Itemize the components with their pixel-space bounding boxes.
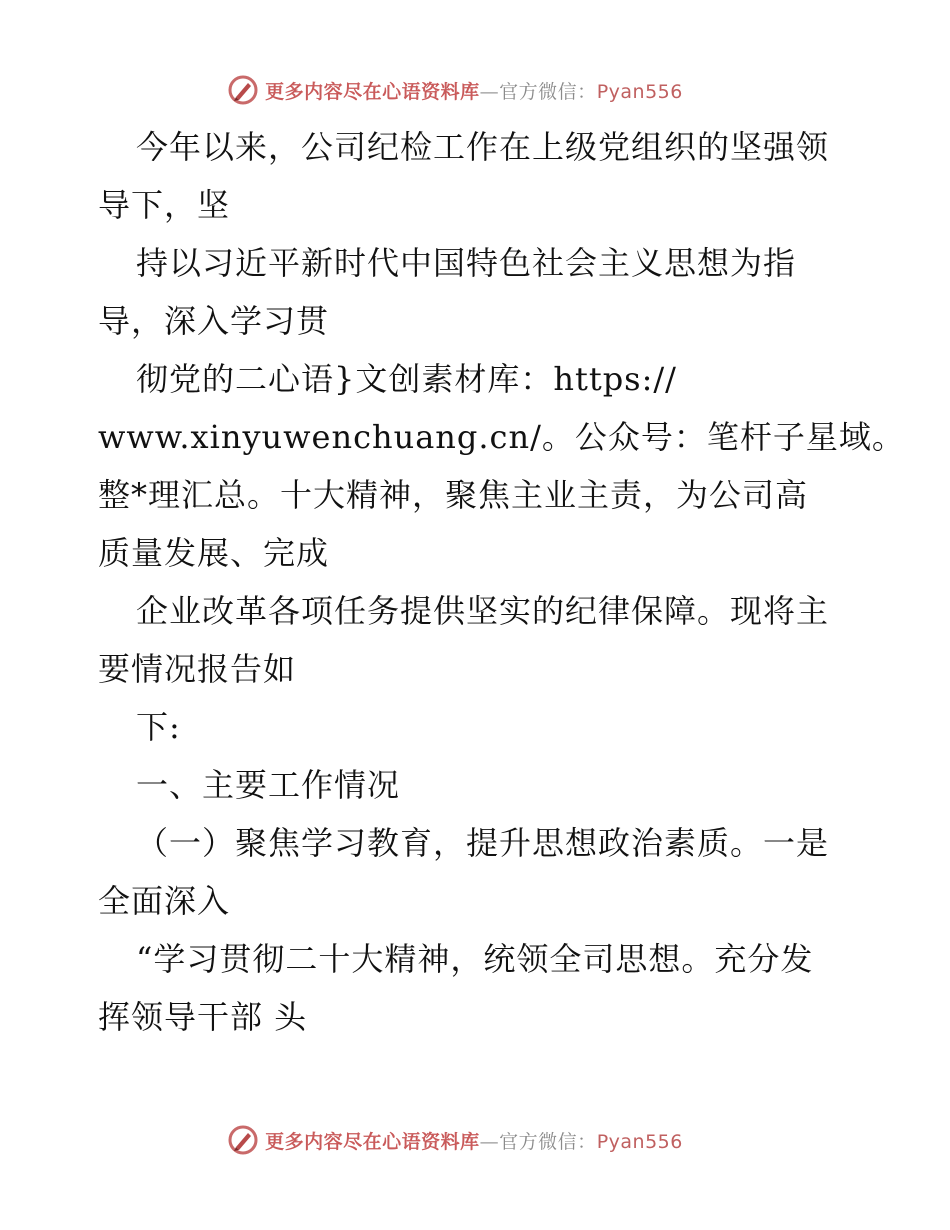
paragraph-line: （一）聚焦学习教育，提升思想政治素质。一是 (136, 824, 830, 862)
paragraph-line: 整*理汇总。十大精神，聚焦主业主责，为公司高 (98, 476, 809, 514)
footer-site-text: 更多内容尽在心语资料库 (265, 1130, 480, 1153)
paragraph-line: 挥领导干部 头 (98, 998, 308, 1036)
paragraph-line: 要情况报告如 (98, 650, 297, 688)
footer-banner-text (265, 1127, 683, 1154)
header-watermark-banner (0, 70, 950, 110)
paragraph-line: www.xinyuwenchuang.cn/。公众号：笔杆子星域。 (98, 418, 905, 456)
paragraph-line: 下: (136, 708, 181, 746)
footer-wechat-label: 官方微信： (499, 1130, 597, 1153)
paragraph-line: 彻党的二心语}文创素材库：https:// (136, 360, 677, 398)
footer-banner-inner (227, 1124, 683, 1156)
paragraph-line: 今年以来，公司纪检工作在上级党组织的坚强领 (136, 128, 830, 166)
paragraph-line: “学习贯彻二十大精神，统领全司思想。充分发 (136, 940, 814, 978)
paragraph-line: 全面深入 (98, 882, 231, 920)
footer-dash: — (479, 1130, 500, 1153)
pen-logo-icon (227, 74, 259, 106)
pen-logo-icon (227, 1124, 259, 1156)
paragraph-line: 导，深入学习贯 (98, 302, 330, 340)
paragraph-line: 企业改革各项任务提供坚实的纪律保障。现将主 (136, 592, 830, 630)
header-dash: — (479, 80, 500, 103)
header-site-text: 更多内容尽在心语资料库 (265, 80, 480, 103)
footer-wechat-id: Pyan556 (596, 1130, 683, 1153)
header-banner-inner (227, 74, 683, 106)
header-banner-text (265, 77, 683, 104)
footer-watermark-banner (0, 1120, 950, 1160)
document-body (98, 118, 905, 1046)
paragraph-line: 质量发展、完成 (98, 534, 330, 572)
header-wechat-label: 官方微信： (499, 80, 597, 103)
section-heading: 一、主要工作情况 (136, 766, 401, 804)
paragraph-line: 持以习近平新时代中国特色社会主义思想为指 (136, 244, 797, 282)
header-wechat-id: Pyan556 (596, 80, 683, 103)
paragraph-line: 导下，坚 (98, 186, 231, 224)
